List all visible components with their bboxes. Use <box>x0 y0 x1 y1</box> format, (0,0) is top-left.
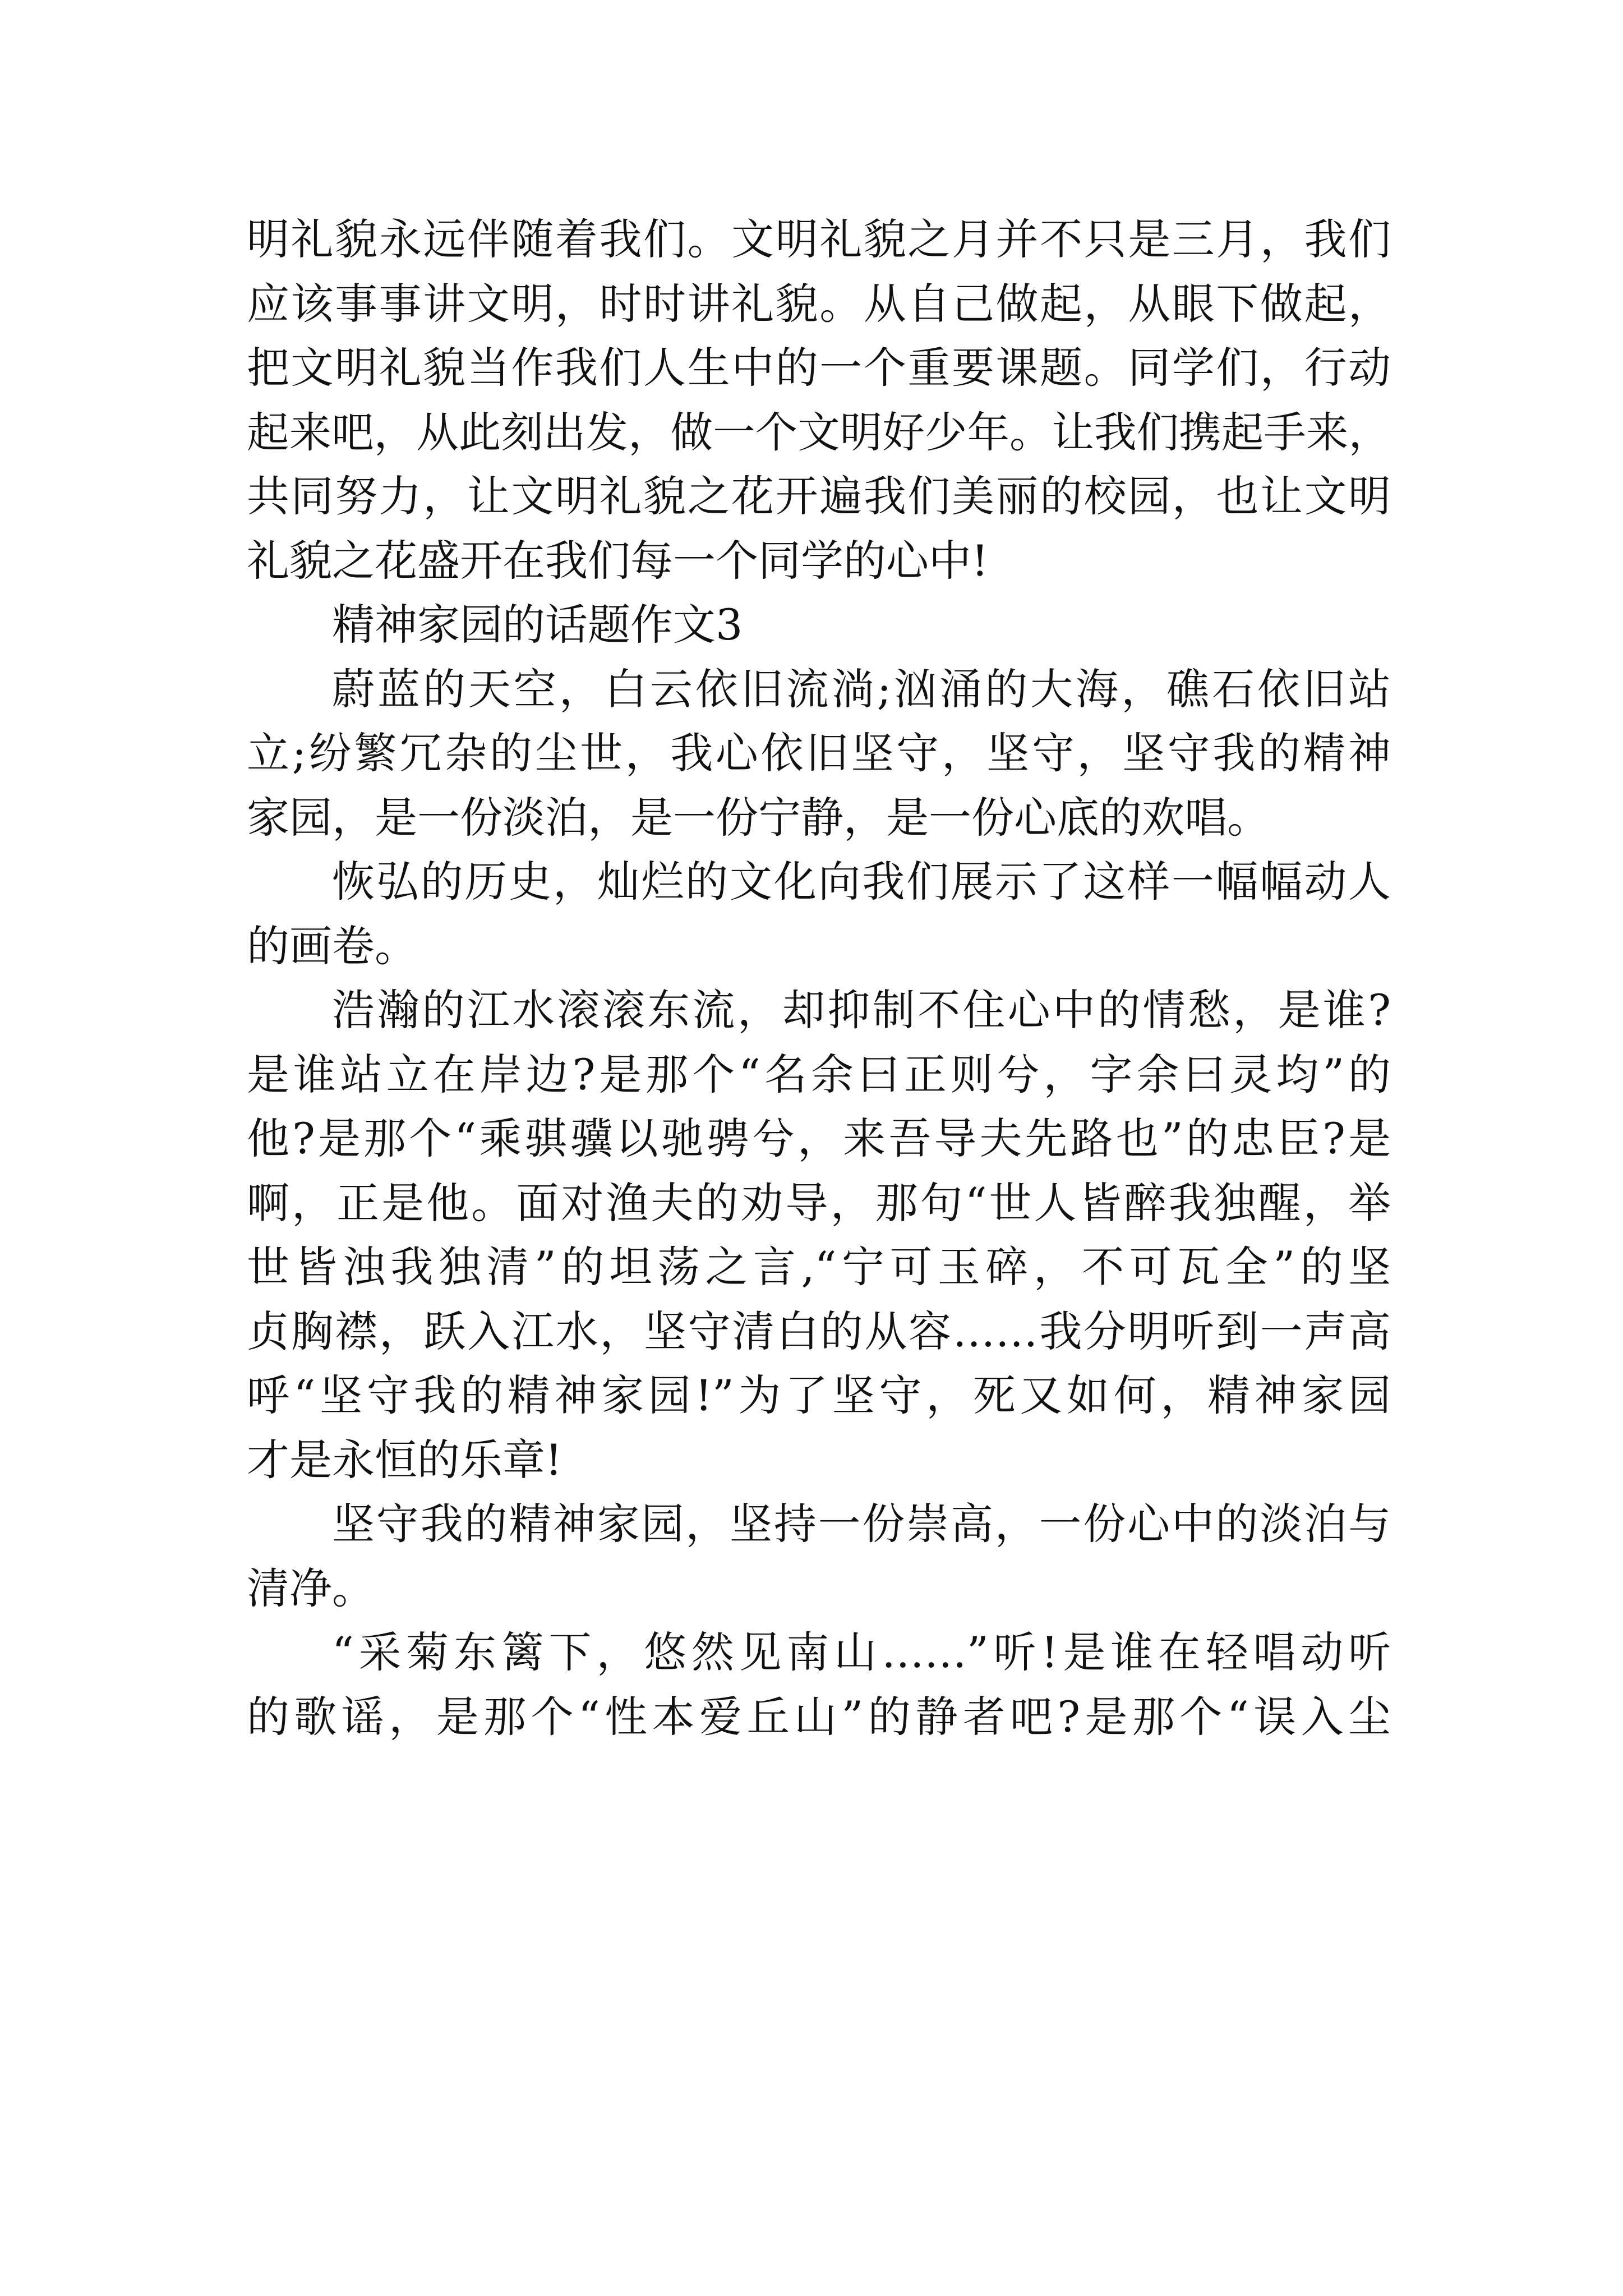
text-line: 清净。 <box>247 1563 375 1613</box>
text-line: 明礼貌永远伴随着我们。文明礼貌之月并不只是三月，我们 <box>247 214 1391 264</box>
text-line: 精神家园的话题作文3 <box>332 600 743 650</box>
text-line: 家园，是一份淡泊，是一份宁静，是一份心底的欢唱。 <box>247 792 1270 843</box>
text-line: 啊，正是他。面对渔夫的劝导，那句“世人皆醉我独醒，举 <box>247 1177 1391 1228</box>
text-line: “采菊东篱下，悠然见南山……”听!是谁在轻唱动听 <box>332 1627 1391 1677</box>
text-line: 他?是那个“乘骐骥以驰骋兮，来吾导夫先路也”的忠臣?是 <box>247 1114 1391 1163</box>
text-line: 起来吧，从此刻出发，做一个文明好少年。让我们携起手来， <box>247 407 1391 457</box>
text-line: 把文明礼貌当作我们人生中的一个重要课题。同学们，行动 <box>247 343 1391 393</box>
text-line: 浩瀚的江水滚滚东流，却抑制不住心中的情愁，是谁? <box>332 985 1391 1035</box>
text-line: 是谁站立在岸边?是那个“名余曰正则兮，字余曰灵均”的 <box>247 1049 1391 1099</box>
text-line: 恢弘的历史，灿烂的文化向我们展示了这样一幅幅动人 <box>332 857 1391 907</box>
text-line: 才是永恒的乐章! <box>247 1434 562 1485</box>
text-line: 贞胸襟，跃入江水，坚守清白的从容……我分明听到一声高 <box>247 1306 1391 1356</box>
text-line: 坚守我的精神家园，坚持一份崇高，一份心中的淡泊与 <box>332 1499 1391 1549</box>
text-line: 共同努力，让文明礼貌之花开遍我们美丽的校园，也让文明 <box>247 471 1391 521</box>
text-line: 应该事事讲文明，时时讲礼貌。从自己做起，从眼下做起， <box>247 278 1391 329</box>
text-line: 世皆浊我独清”的坦荡之言,“宁可玉碎，不可瓦全”的坚 <box>247 1242 1391 1292</box>
text-line: 立;纷繁冗杂的尘世，我心依旧坚守，坚守，坚守我的精神 <box>247 728 1391 778</box>
text-line: 的歌谣，是那个“性本爱丘山”的静者吧?是那个“误入尘 <box>247 1691 1391 1742</box>
body-text <box>247 208 1391 1749</box>
text-line: 蔚蓝的天空，白云依旧流淌;汹涌的大海，礁石依旧站 <box>332 664 1391 714</box>
text-line: 礼貌之花盛开在我们每一个同学的心中! <box>247 535 989 586</box>
text-line: 的画卷。 <box>247 921 417 971</box>
text-line: 呼“坚守我的精神家园!”为了坚守，死又如何，精神家园 <box>247 1370 1391 1420</box>
